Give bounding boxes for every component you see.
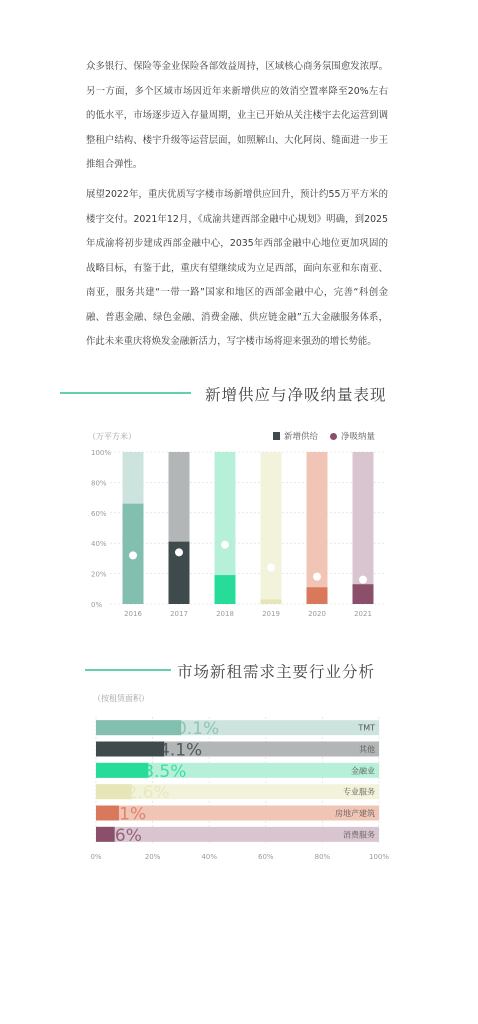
chart1-x-tick-label: 2018 <box>216 610 234 618</box>
chart1-x-tick-label: 2021 <box>354 610 372 618</box>
chart1-x-tick-label: 2020 <box>308 610 326 618</box>
supply-bar <box>261 599 282 604</box>
legend-supply-label: 新增供给 <box>284 432 319 442</box>
paragraph-1: 众多银行、保险等金业保险各部效益周持，区域核心商务氛围愈发浓厚。另一方面，多个区域市场因近年来新增供应的效消空置率降至20%左右的低水平，市场逐步迈入存量周期，业主已开始从关注楼宇去化运营到调整租户结构、楼宇升级等运营层面，如照解山、大化阿岗、缝面进一步王推组合弹性。 <box>86 61 388 170</box>
chart2-title: 市场新租需求主要行业分析 <box>177 663 376 681</box>
industry-value-label: 6.6% <box>98 825 142 846</box>
industry-category-label: 专业服务 <box>343 787 375 797</box>
chart1-bar-track <box>261 452 282 604</box>
supply-absorption-chart <box>80 440 390 625</box>
chart2-x-tick-label: 100% <box>368 853 390 861</box>
industry-category-label: 房地产建筑 <box>335 809 375 818</box>
chart1-y-tick-label: 20% <box>91 570 107 579</box>
chart1-title-rule <box>60 392 191 394</box>
supply-bar <box>307 587 328 604</box>
absorption-point <box>175 548 183 556</box>
industry-value-label: 24.1% <box>148 740 203 761</box>
industry-category-label: 消费服务 <box>343 830 375 840</box>
industry-demand-chart <box>80 705 400 865</box>
chart2-x-tick-label: 20% <box>144 853 161 861</box>
legend-absorb-label: 净吸纳量 <box>341 432 376 442</box>
absorption-point <box>359 576 367 584</box>
chart1-y-tick-label: 40% <box>91 540 107 549</box>
absorption-point <box>221 541 229 549</box>
chart1-x-tick-label: 2017 <box>170 610 188 618</box>
industry-category-label: TMT <box>358 723 375 733</box>
chart2-unit: （按租赁面积） <box>93 694 149 703</box>
industry-value-label: 8.1% <box>102 804 147 825</box>
chart1-bar-track <box>307 452 328 604</box>
chart1-y-tick-label: 80% <box>91 479 107 488</box>
industry-value-label: 12.6% <box>115 783 170 804</box>
chart2-x-tick-label: 0% <box>90 853 102 861</box>
chart1-x-tick-label: 2019 <box>262 610 280 618</box>
chart1-title: 新增供应与净吸纳量表现 <box>205 386 387 404</box>
chart1-y-tick-label: 100% <box>91 449 112 457</box>
industry-category-label: 金融业 <box>351 766 375 776</box>
supply-bar <box>215 575 236 604</box>
chart1-x-tick-label: 2016 <box>124 610 142 618</box>
legend-absorb-swatch <box>330 433 337 440</box>
chart1-y-tick-label: 60% <box>91 509 107 518</box>
chart2-x-tick-label: 80% <box>314 853 331 861</box>
chart1-y-tick-label: 0% <box>91 601 103 609</box>
absorption-point <box>313 573 321 581</box>
supply-bar <box>353 584 374 604</box>
chart2-x-tick-label: 40% <box>201 853 217 861</box>
legend-supply-swatch <box>273 432 280 440</box>
industry-category-label: 其他 <box>359 745 375 754</box>
industry-value-label: 18.5% <box>132 761 187 782</box>
paragraph-2: 展望2022年，重庆优质写字楼市场新增供应回升，预计约55万平方米的楼宇交付。2021年12月，《成渝共建西部金融中心规划》明确，到2025年成渝将初步建成西部金融中心，2035年西部金融中心地位更加巩固的战略目标，有鉴于此，重庆有望继续成为立足西部，面向东亚和东南亚、南亚，服务共建“一带一路”国家和地区的西部金融中心，完善“科创金融、普惠金融、绿色金融、消费金融、供应链金融”五大金融服务体系，作此未来重庆将焕发金融新活力，写字楼市场将迎来强劲的增长势能。 <box>86 189 388 347</box>
chart2-title-rule <box>85 669 171 671</box>
industry-value-label: 30.1% <box>165 719 220 740</box>
chart1-unit: （万平方米） <box>88 432 136 441</box>
chart2-x-tick-label: 60% <box>258 853 274 861</box>
absorption-point <box>267 564 275 572</box>
absorption-point <box>129 551 137 559</box>
